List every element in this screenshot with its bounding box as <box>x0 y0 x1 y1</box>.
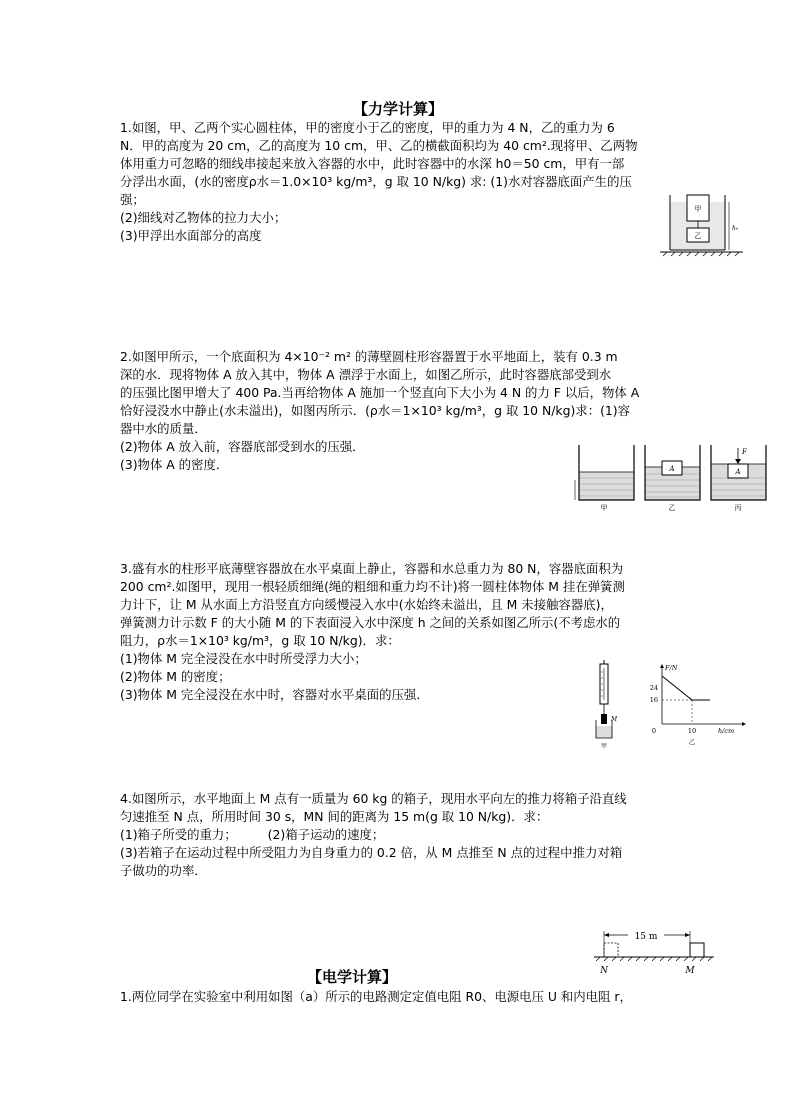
q4-line: 4.如图所示，水平地面上 M 点有一质量为 60 kg 的箱子，现用水平向左的推力将箱子沿直线 <box>120 791 627 806</box>
q4-line: 子做功的功率． <box>120 863 207 878</box>
q1-line: 体用重力可忽略的细线串接起来放入容器的水中，此时容器中的水深 h0＝50 cm，甲有一部 <box>120 156 625 171</box>
e1-line: 1.两位同学在实验室中利用如图（a）所示的电路测定定值电阻 R0、电源电压 U 和内电阻 r， <box>120 989 632 1004</box>
q2-containers-figure <box>570 440 770 515</box>
q1-container-figure <box>655 190 750 262</box>
q1-line: 1.如图，甲、乙两个实心圆柱体，甲的密度小于乙的密度，甲的重力为 4 N，乙的重力为 6 <box>120 120 615 135</box>
q3-line: 阻力，ρ水＝1×10³ kg/m³，g 取 10 N/kg)．求： <box>120 633 400 648</box>
q4-distance-label: 15 m <box>634 932 658 942</box>
q1-line: (2)细线对乙物体的拉力大小； <box>120 210 287 225</box>
q3-xlabel: h/cm <box>718 727 735 735</box>
q3-m-label: M <box>611 716 618 723</box>
electric-section-title: 【电学计算】 <box>307 968 398 986</box>
q3-ytick-24: 24 <box>649 684 658 692</box>
q4-box-at-m <box>690 943 704 957</box>
q3-label-yi: 乙 <box>688 738 696 746</box>
q3-line: (1)物体 M 完全浸没在水中时所受浮力大小； <box>120 651 367 666</box>
q4-point-m: M <box>685 966 695 976</box>
q2-line: (3)物体 A 的密度． <box>120 457 229 472</box>
q1-jia-label: 甲 <box>694 205 702 213</box>
question-4 <box>120 790 672 880</box>
q3-xtick-10: 10 <box>687 727 697 735</box>
q4-line: (1)箱子所受的重力； (2)箱子运动的速度； <box>120 827 385 842</box>
q3-line: (2)物体 M 的密度； <box>120 669 231 684</box>
q4-box-distance-figure <box>590 925 720 977</box>
q2-container-bing <box>711 445 766 512</box>
q2-force-f: F <box>742 448 747 456</box>
q2-line: 2.如图甲所示，一个底面积为 4×10⁻² m² 的薄壁圆柱形容器置于水平地面上，装有 0.3 m <box>120 349 618 364</box>
q3-line: 弹簧测力计示数 F 的大小随 M 的下表面浸入水中深度 h 之间的关系如图乙所示(不考虑水的 <box>120 615 621 630</box>
q4-box-at-n <box>604 943 618 957</box>
q3-axes <box>660 664 746 726</box>
q1-yi-label: 乙 <box>694 232 702 240</box>
q4-line: (3)若箱子在运动过程中所受阻力为自身重力的 0.2 倍，从 M 点推至 N 点的过程中推力对箱 <box>120 845 623 860</box>
q2-label-yi: 乙 <box>668 504 676 512</box>
q3-ylabel: F/N <box>665 664 678 672</box>
q2-block-a-yi: A <box>669 465 675 473</box>
q1-line: (3)甲浮出水面部分的高度 <box>120 228 262 243</box>
q3-line: 力计下，让 M 从水面上方沿竖直方向缓慢浸入水中(水始终未溢出，且 M 未接触容器底)， <box>120 597 613 612</box>
q2-line: 深的水．现将物体 A 放入其中，物体 A 漂浮于水面上，如图乙所示，此时容器底部受到水 <box>120 367 612 382</box>
q3-line: (3)物体 M 完全浸没在水中时，容器对水平桌面的压强． <box>120 687 429 702</box>
q2-container-jia <box>575 445 634 512</box>
q2-line: 的压强比图甲增大了 400 Pa.当再给物体 A 施加一个竖直向下大小为 4 N 的力 F 以后，物体 A <box>120 385 640 400</box>
q3-line: 200 cm².如图甲，现用一根轻质细绳(绳的粗细和重力均不计)将一圆柱体物体 M 挂在弹簧测 <box>120 579 625 594</box>
q2-block-a-bing: A <box>735 468 741 476</box>
q3-force-depth-chart <box>640 662 750 750</box>
q2-line: (2)物体 A 放入前，容器底部受到水的压强． <box>120 439 365 454</box>
q1-line: 分浮出水面，(水的密度ρ水＝1.0×10³ kg/m³，g 取 10 N/kg) 求: (1)水对容器底面产生的压 <box>120 174 632 189</box>
q3-series-line <box>662 676 710 700</box>
question-1 <box>120 119 672 245</box>
q2-container-yi <box>645 445 700 512</box>
q3-ytick-16: 16 <box>649 696 658 704</box>
q2-label-bing: 丙 <box>734 504 742 512</box>
q3-spring-scale-figure <box>590 660 630 750</box>
q3-xtick-0: 0 <box>651 727 656 735</box>
q2-line: 恰好浸没水中静止(水未溢出)，如图丙所示．(ρ水＝1×10³ kg/m³，g 取 10 N/kg)求：(1)容 <box>120 403 631 418</box>
q4-point-n: N <box>600 966 608 976</box>
mechanics-section-title: 【力学计算】 <box>353 100 444 118</box>
electric-question-1 <box>120 988 680 1006</box>
q1-h0-label: h₀ <box>732 225 739 232</box>
q3-label-jia: 甲 <box>600 743 608 750</box>
q1-line: N．甲的高度为 20 cm，乙的高度为 10 cm，甲、乙的横截面积均为 40 cm².现将甲、乙两物 <box>120 138 638 153</box>
q4-line: 匀速推至 N 点，所用时间 30 s，MN 间的距离为 15 m(g 取 10 N/kg)．求： <box>120 809 549 824</box>
q2-label-jia: 甲 <box>600 504 608 512</box>
q2-line: 器中水的质量． <box>120 421 207 436</box>
q3-line: 3.盛有水的柱形平底薄壁容器放在水平桌面上静止，容器和水总重力为 80 N，容器底面积为 <box>120 561 624 576</box>
q1-line: 强； <box>120 192 145 207</box>
